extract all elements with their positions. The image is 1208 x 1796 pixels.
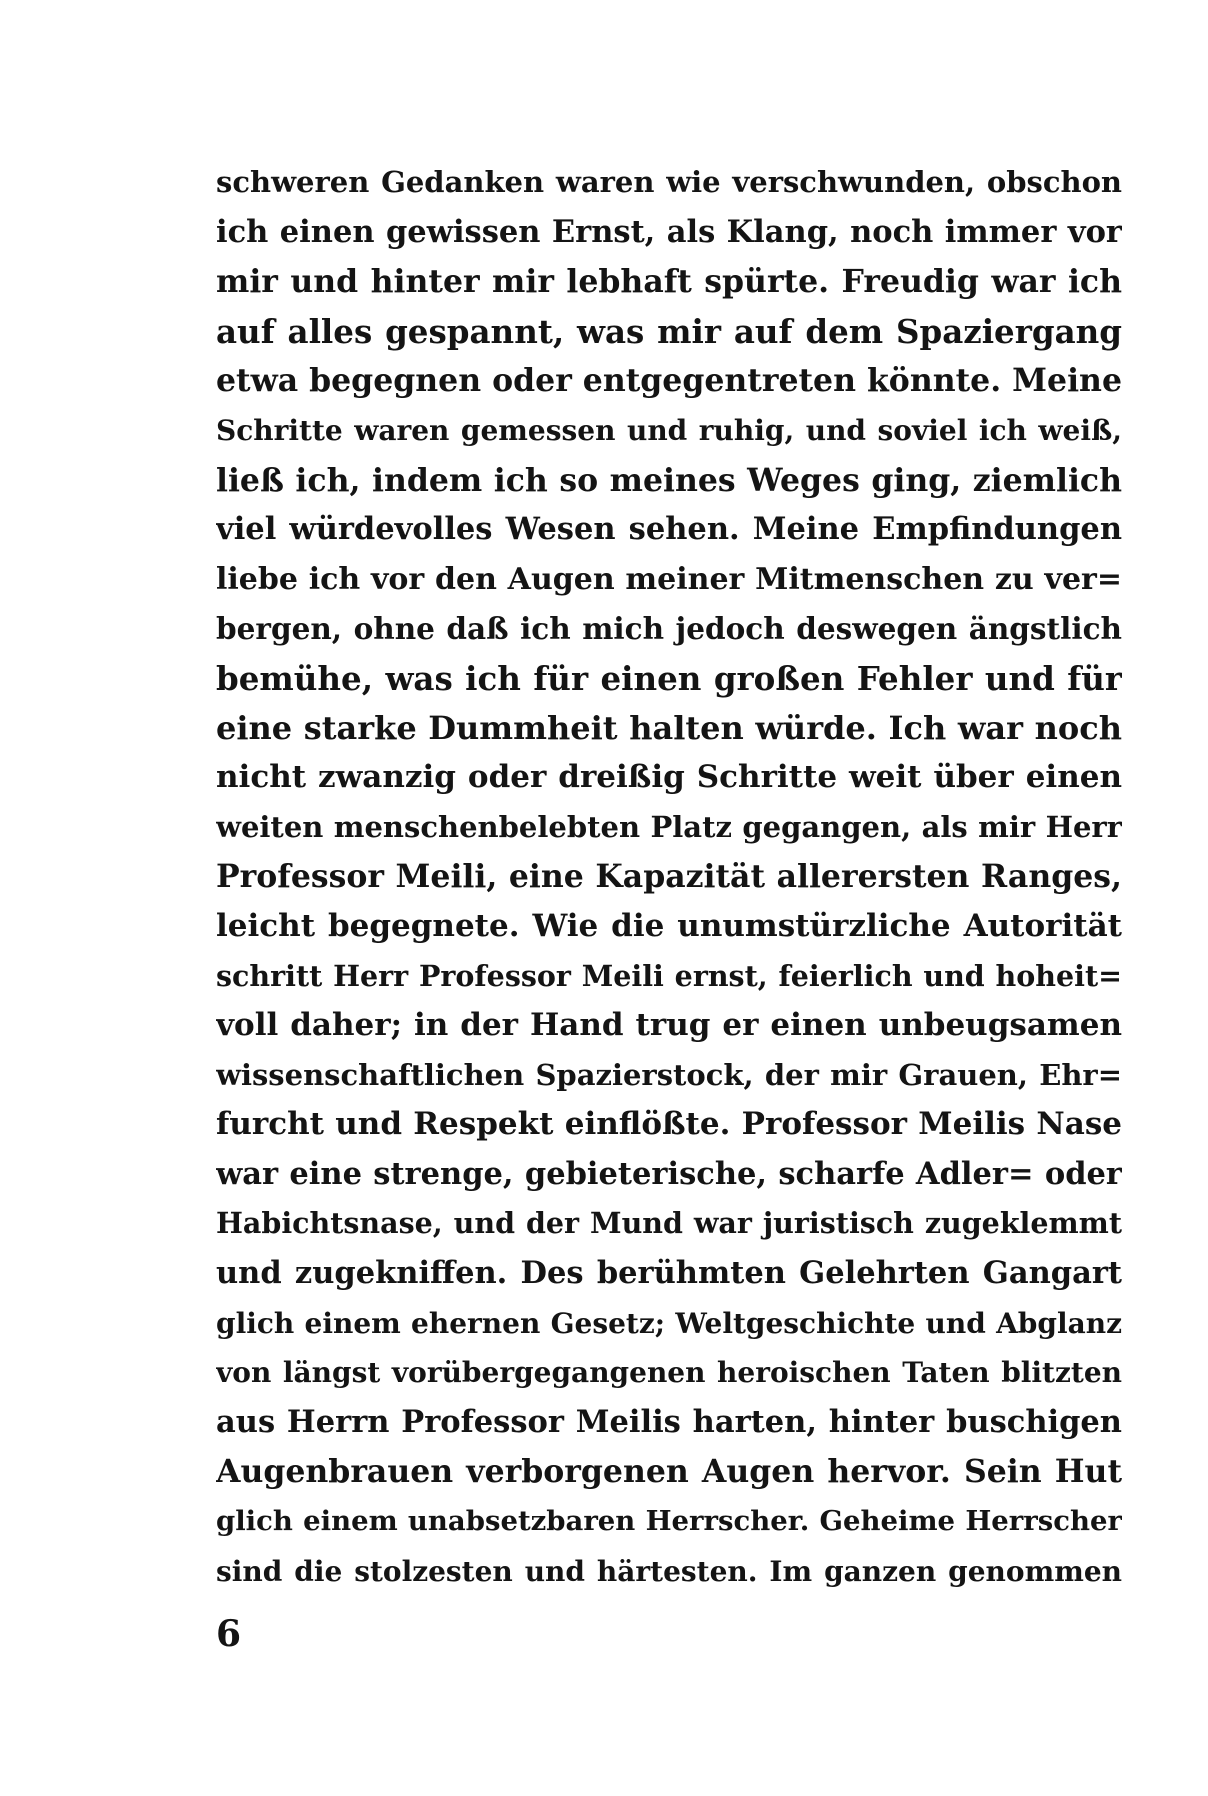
- text-line-19: wissenschaftlichen Spazierstock, der mir Grauen, Ehr=: [216, 1057, 1122, 1092]
- text-line-4: auf alles gespannt, was mir auf dem Spaziergang: [216, 311, 1122, 351]
- text-line-1: schweren Gedanken waren wie verschwunden, obschon: [216, 165, 1122, 199]
- text-line-11: bemühe, was ich für einen großen Fehler und für: [216, 658, 1122, 698]
- text-line-13: nicht zwanzig oder dreißig Schritte weit über einen: [216, 759, 1122, 796]
- text-line-5: etwa begegnen oder entgegentreten könnte. Meine: [216, 362, 1122, 400]
- text-line-26: aus Herrn Professor Meilis harten, hinter buschigen: [216, 1403, 1122, 1440]
- text-line-25: von längst vorübergegangenen heroischen Taten blitzten: [216, 1356, 1122, 1390]
- text-line-15: Professor Meili, eine Kapazität allerersten Ranges,: [216, 858, 1122, 896]
- text-line-23: und zugekniffen. Des berühmten Gelehrten Gangart: [216, 1255, 1122, 1292]
- text-line-9: liebe ich vor den Augen meiner Mitmenschen zu ver=: [216, 561, 1122, 597]
- body-text: [216, 158, 1122, 1596]
- text-line-2: ich einen gewissen Ernst, als Klang, noch immer vor: [216, 213, 1122, 250]
- text-line-12: eine starke Dummheit halten würde. Ich war noch: [216, 708, 1122, 747]
- text-line-3: mir und hinter mir lebhaft spürte. Freudig war ich: [216, 263, 1122, 301]
- text-line-28: glich einem unabsetzbaren Herrscher. Geheime Herrscher: [216, 1505, 1122, 1538]
- text-line-7: ließ ich, indem ich so meines Weges ging, ziemlich: [216, 461, 1122, 499]
- text-line-10: bergen, ohne daß ich mich jedoch deswegen ängstlich: [216, 611, 1122, 647]
- text-line-8: viel würdevolles Wesen sehen. Meine Empfindungen: [216, 511, 1122, 548]
- text-line-6: Schritte waren gemessen und ruhig, und soviel ich weiß,: [216, 413, 1122, 447]
- text-line-18: voll daher; in der Hand trug er einen unbeugsamen: [216, 1007, 1122, 1044]
- text-line-24: glich einem ehernen Gesetz; Weltgeschichte und Abglanz: [216, 1306, 1122, 1340]
- text-line-16: leicht begegnete. Wie die unumstürzliche Autorität: [216, 907, 1122, 944]
- page-number: 6: [216, 1613, 242, 1655]
- text-line-27: Augenbrauen verborgenen Augen hervor. Sein Hut: [216, 1453, 1122, 1491]
- text-line-21: war eine strenge, gebieterische, scharfe Adler= oder: [216, 1155, 1122, 1192]
- text-line-14: weiten menschenbelebten Platz gegangen, als mir Herr: [216, 809, 1122, 844]
- text-line-20: furcht und Respekt einflößte. Professor Meilis Nase: [216, 1106, 1122, 1143]
- text-line-22: Habichtsnase, und der Mund war juristisch zugeklemmt: [216, 1206, 1122, 1241]
- text-line-29: sind die stolzesten und härtesten. Im ganzen genommen: [216, 1554, 1122, 1588]
- text-line-17: schritt Herr Professor Meili ernst, feierlich und hoheit=: [216, 958, 1122, 993]
